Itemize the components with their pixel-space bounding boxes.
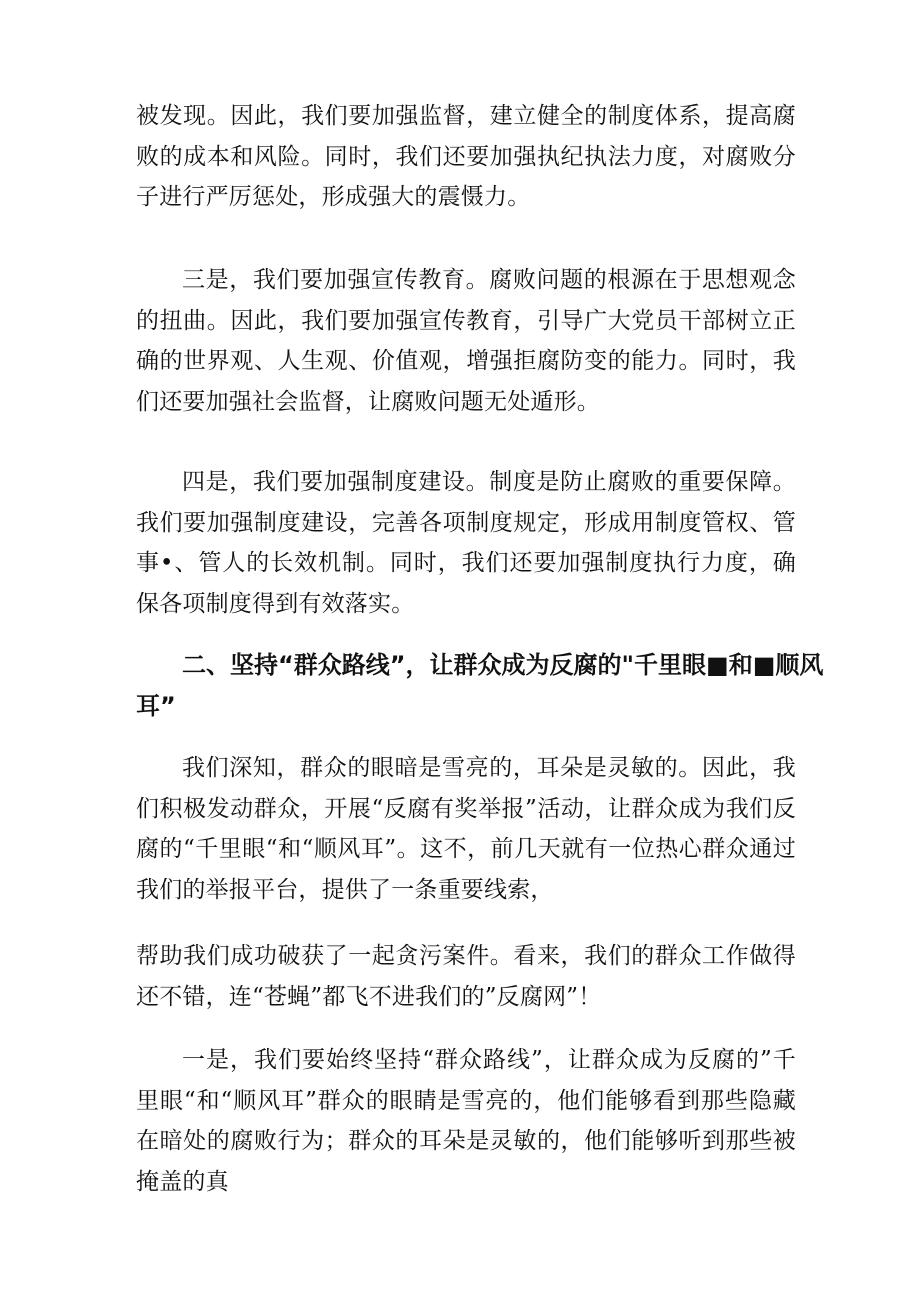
section-heading-line-1: 二、坚持“群众路线”，让群众成为反腐的"千里眼■和■顺风 <box>182 651 824 679</box>
paragraph-masses-result: 帮助我们成功破获了一起贪污案件。看来，我们的群众工作做得还不错，连“苍蝇”都飞不进我们的”反腐网”！ <box>136 943 796 1010</box>
paragraph-point-four: 四是，我们要加强制度建设。制度是防止腐败的重要保障。我们要加强制度建设，完善各项制度规定，形成用制度管权、管事•、管人的长效机制。同时，我们还要加强制度执行力度，确保各项制度得到有效落实。 <box>136 469 796 617</box>
paragraph-point-three: 三是，我们要加强宣传教育。腐败问题的根源在于思想观念的扭曲。因此，我们要加强宣传教育，引导广大党员干部树立正确的世界观、人生观、价值观，增强拒腐防变的能力。同时，我们还要加强社会监督，让腐败问题无处遁形。 <box>136 267 796 415</box>
paragraph-masses-intro: 我们深知，群众的眼暗是雪亮的，耳朵是灵敏的。因此，我们积极发动群众，开展“反腐有奖举报”活动，让群众成为我们反腐的“千里眼“和“顺风耳”。这不，前几天就有一位热心群众通过我们的举报平台，提供了一条重要线索， <box>136 755 796 903</box>
section-heading-line-2: 耳” <box>136 692 176 720</box>
paragraph-point-one: 一是，我们要始终坚持“群众路线”，让群众成为反腐的”千里眼“和“顺风耳”群众的眼睛是雪亮的，他们能够看到那些隐藏在暗处的腐败行为；群众的耳朵是灵敏的，他们能够听到那些被掩盖的真 <box>136 1047 796 1195</box>
section-heading <box>136 645 824 727</box>
paragraph-continuation: 被发现。因此，我们要加强监督，建立健全的制度体系，提高腐败的成本和风险。同时，我们还要加强执纪执法力度，对腐败分子进行严厉惩处，形成强大的震慑力。 <box>136 103 796 210</box>
